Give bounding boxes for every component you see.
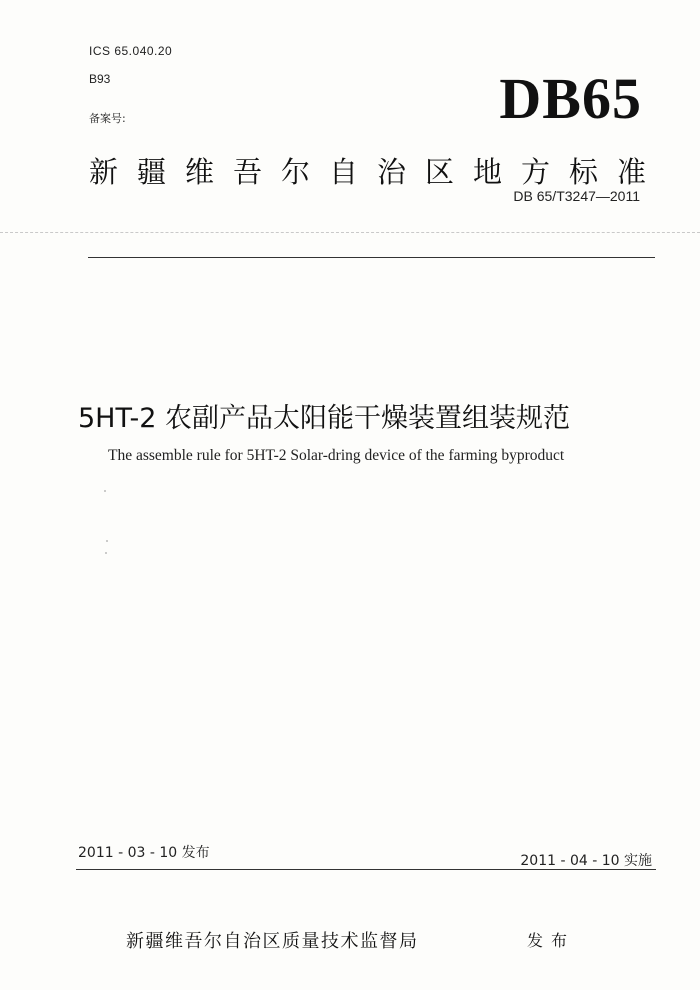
footer-rule <box>76 869 656 870</box>
standard-type-heading: 新疆维吾尔自治区地方标准 <box>89 155 666 189</box>
scan-speck <box>104 490 106 492</box>
scan-speck <box>105 552 107 554</box>
header-rule <box>88 257 655 258</box>
implementation-date: 2011 - 04 - 10 实施 <box>520 853 652 869</box>
issue-label: 发布 <box>527 931 576 950</box>
db-code-mark: DB65 <box>499 66 642 131</box>
issuing-authority: 新疆维吾尔自治区质量技术监督局 <box>126 931 419 952</box>
title-english: The assemble rule for 5HT-2 Solar-dring device of the farming byproduct <box>108 447 565 464</box>
scan-speck <box>106 540 108 542</box>
ics-code: ICS 65.040.20 <box>89 44 173 58</box>
title-chinese: 5HT-2 农副产品太阳能干燥装置组装规范 <box>78 403 570 434</box>
standard-number: DB 65/T3247—2011 <box>513 188 640 204</box>
scan-fold-line <box>0 232 700 233</box>
ccs-code: B93 <box>89 72 111 86</box>
filing-number-label: 备案号: <box>89 112 126 125</box>
issue-date: 2011 - 03 - 10 发布 <box>78 845 210 861</box>
